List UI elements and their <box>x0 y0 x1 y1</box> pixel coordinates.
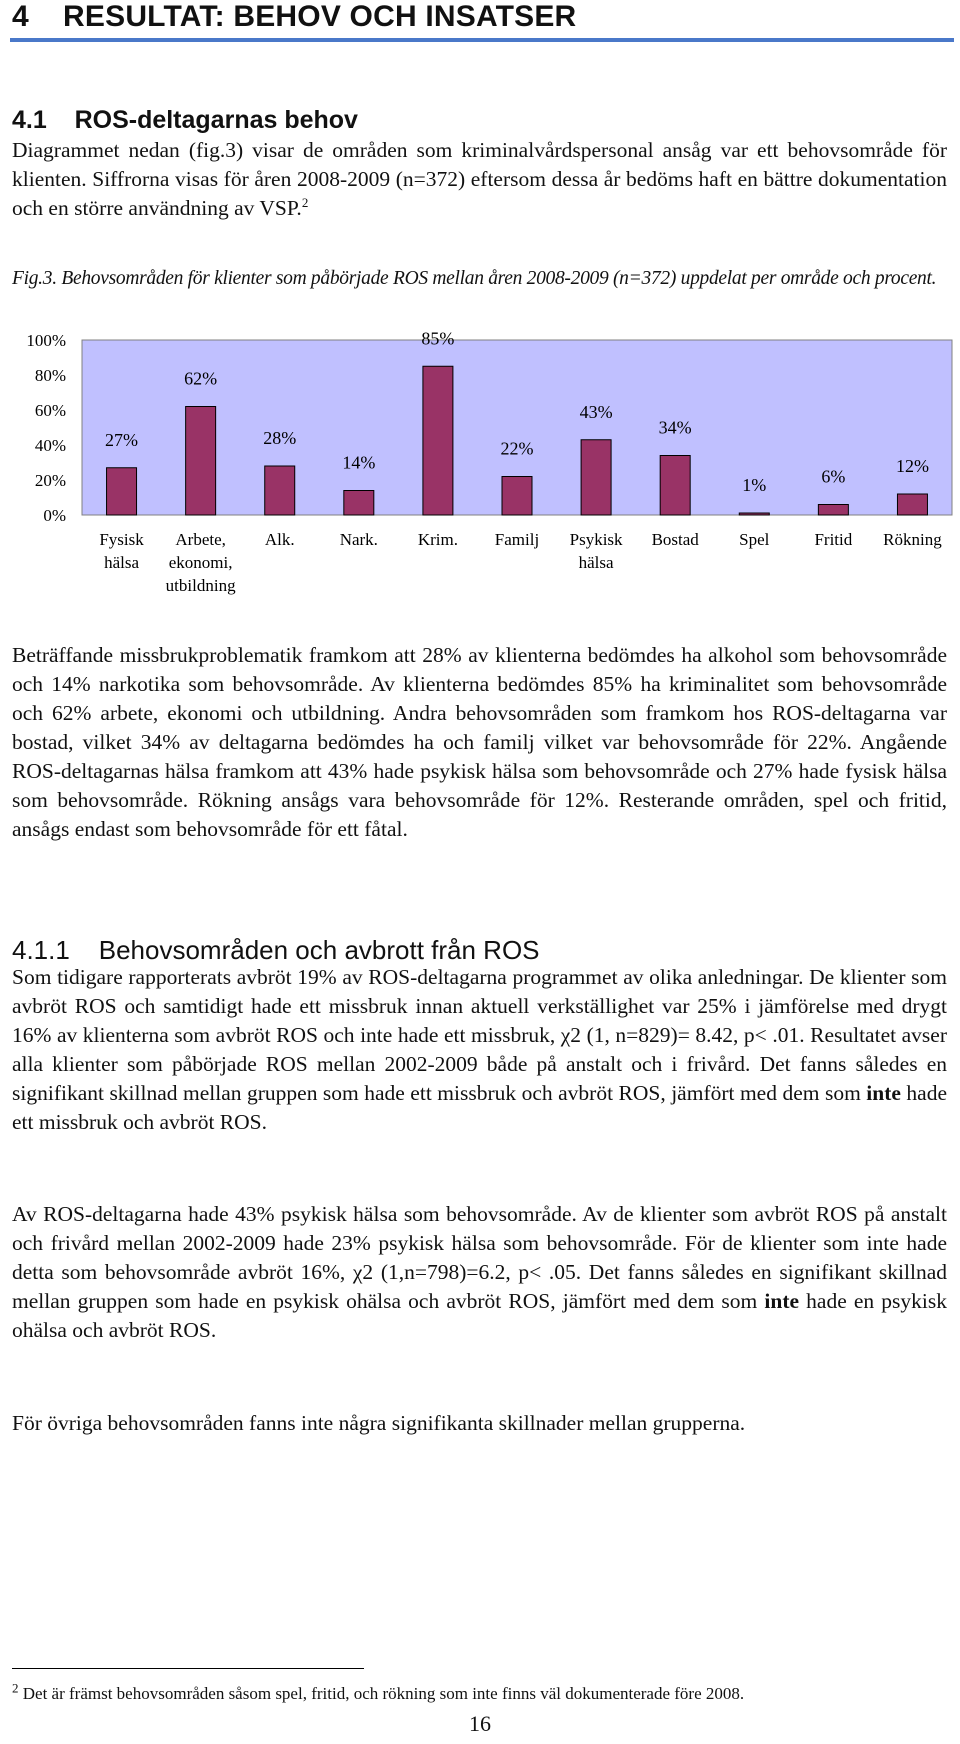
bar-11 <box>897 494 927 515</box>
y-tick-label: 20% <box>34 471 66 490</box>
x-tick-label: Rökning <box>883 530 942 549</box>
footnote-text: Det är främst behovsområden såsom spel, fritid, och rökning som inte finns väl dokumenterade före 2008. <box>22 1684 745 1703</box>
footnote-ref[interactable]: 2 <box>301 194 309 210</box>
subsection-title: Behovsområden och avbrott från ROS <box>98 935 540 965</box>
paragraph-psykisk-text: Av ROS-deltagarna hade 43% psykisk hälsa som behovsområde. Av de klienter som avbröt ROS på anstalt och frivård mellan 2002-2009 hade 23% psykisk hälsa som behovsområde. För de klienter som inte hade detta som behovsområde avbröt 16%, χ2 (1,n=798)=6.2, p< .05. Det fanns således en signifikant skillnad mellan gruppen som hade en psykisk ohälsa och avbröt ROS, jämfört med dem som <box>12 1202 947 1313</box>
figure-caption: Fig.3. Behovsområden för klienter som påbörjade ROS mellan åren 2008-2009 (n=372) uppdelat per område och procent. <box>12 268 937 289</box>
data-label: 6% <box>821 466 846 487</box>
paragraph-missbruk: Beträffande missbrukproblematik framkom att 28% av klienterna bedömdes ha alkohol som behovsområde och 14% narkotika som behovsområde. Av klienterna bedömdes 85% ha kriminalitet som behovsområde och 62% arbete, ekonomi och utbildning. Andra behovsområden som framkom hos ROS-deltagarna var bostad, vilket 34% av deltagarna bedömdes ha och familj vilket var behovsområde för 22%. Angående ROS-deltagarnas hälsa framkom att 43% hade psykisk hälsa som behovsområde och 27% hade fysisk hälsa som behovsområde. Rökning ansågs vara behovsområde för 12%. Resterande områden, spel och fritid, ansågs endast som behovsområde för ett fåtal. <box>12 643 947 841</box>
x-tick-label: hälsa <box>104 553 140 572</box>
data-label: 14% <box>342 452 376 473</box>
x-tick-label: Alk. <box>264 530 295 549</box>
data-label: 43% <box>579 401 613 422</box>
paragraph-avbrott <box>12 963 947 1137</box>
y-tick-label: 60% <box>34 401 66 420</box>
x-tick-label: hälsa <box>578 553 614 572</box>
bar-3 <box>265 466 295 515</box>
y-tick-label: 100% <box>26 331 66 350</box>
x-tick-label: Bostad <box>651 530 699 549</box>
x-tick-label: Krim. <box>417 530 458 549</box>
page-number: 16 <box>469 1711 491 1736</box>
bar-7 <box>581 440 611 515</box>
bar-2 <box>186 407 216 516</box>
x-tick-label: Arbete, <box>175 530 226 549</box>
data-label: 85% <box>421 328 455 349</box>
x-tick-label: ekonomi, <box>168 553 233 572</box>
x-tick-label: Fritid <box>814 530 853 549</box>
intro-text: Diagrammet nedan (fig.3) visar de områden som kriminalvårdspersonal ansåg var ett behovsområde för klienten. Siffrorna visas för åren 2008-2009 (n=372) eftersom dessa år bedöms haft en bättre dokumentation och en större användning av VSP. <box>12 138 947 220</box>
x-tick-label: Familj <box>494 530 540 549</box>
x-tick-label: Fysisk <box>99 530 144 549</box>
chapter-heading <box>12 0 576 34</box>
intro-paragraph <box>12 136 947 223</box>
heading-rule <box>10 38 954 42</box>
y-tick-label: 80% <box>34 366 66 385</box>
data-label: 28% <box>263 428 297 448</box>
y-tick-label: 40% <box>34 436 66 455</box>
emphasis-inte-2: inte <box>764 1289 800 1313</box>
bar-5 <box>423 366 453 515</box>
section-number: 4.1 <box>12 106 47 134</box>
section-heading <box>12 106 358 135</box>
bar-8 <box>660 456 690 516</box>
bar-chart <box>0 325 960 615</box>
data-label: 1% <box>742 475 767 495</box>
data-label: 22% <box>500 438 534 459</box>
data-label: 34% <box>658 417 692 438</box>
chapter-number: 4 <box>12 0 29 33</box>
data-label: 27% <box>105 429 139 450</box>
bar-9 <box>739 513 769 515</box>
chapter-title: RESULTAT: BEHOV OCH INSATSER <box>63 0 577 33</box>
paragraph-ovriga: För övriga behovsområden fanns inte några signifikanta skillnader mellan grupperna. <box>12 1411 746 1435</box>
x-tick-label: Nark. <box>339 530 378 549</box>
paragraph-psykisk <box>12 1200 947 1345</box>
bar-1 <box>107 468 137 515</box>
bar-10 <box>818 505 848 516</box>
footnote <box>12 1680 745 1704</box>
x-tick-label: utbildning <box>165 576 236 595</box>
paragraph-avbrott-text: Som tidigare rapporterats avbröt 19% av ROS-deltagarna programmet av olika anledningar. De klienter som avbröt ROS och samtidigt hade ett missbruk innan aktuell verkställighet var 25% i jämförelse med drygt 16% av klienterna som avbröt ROS och inte hade ett missbruk, χ2 (1, n=829)= 8.42, p< .01. Resultatet avser alla klienter som påbörjade ROS mellan 2002-2009 både på anstalt och i frivård. Det fanns således en signifikant skillnad mellan gruppen som hade ett missbruk och avbröt ROS, jämfört med dem som <box>12 965 947 1105</box>
footnote-rule <box>12 1668 364 1669</box>
bar-4 <box>344 491 374 516</box>
emphasis-inte: inte <box>866 1081 901 1105</box>
y-tick-label: 0% <box>43 506 66 525</box>
data-label: 62% <box>184 368 218 389</box>
subsection-number: 4.1.1 <box>12 935 70 965</box>
section-title: ROS-deltagarnas behov <box>74 106 358 134</box>
subsection-heading <box>12 935 540 966</box>
paragraph-psykisk-end: hade en psykisk ohälsa och avbröt ROS. <box>12 1289 947 1342</box>
footnote-number: 2 <box>12 1680 19 1696</box>
paragraph-avbrott-end: hade ett missbruk och avbröt ROS. <box>12 1081 947 1134</box>
bar-6 <box>502 477 532 516</box>
x-tick-label: Spel <box>739 530 770 549</box>
data-label: 12% <box>895 456 929 476</box>
x-tick-label: Psykisk <box>569 530 623 549</box>
